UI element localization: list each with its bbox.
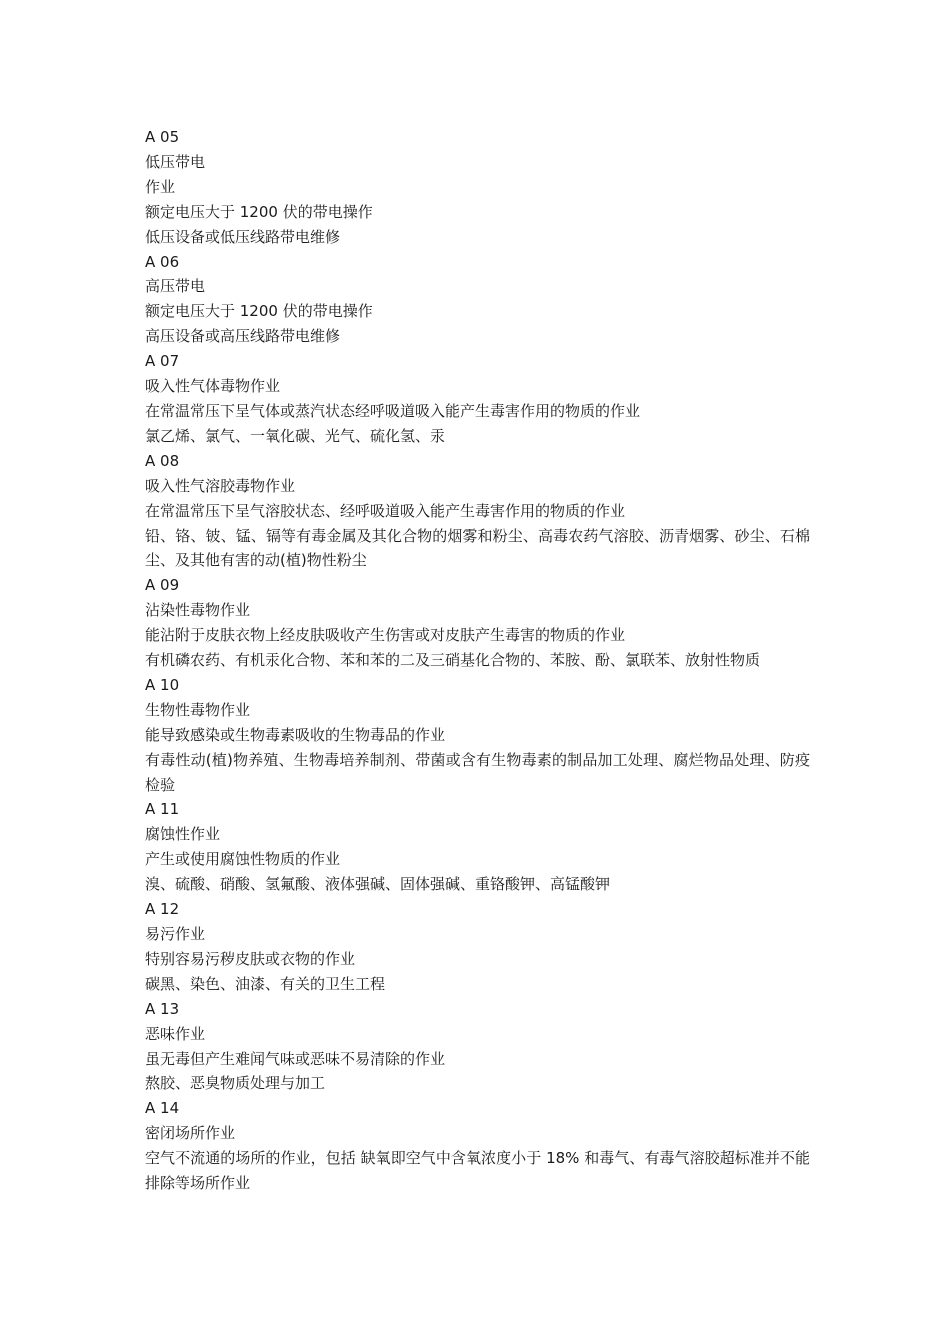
entry-code: A 10	[145, 675, 180, 694]
entry-definition: 虽无毒但产生难闻气味或恶味不易清除的作业	[145, 1049, 446, 1068]
entry-name: 吸入性气体毒物作业	[145, 377, 281, 396]
entry-code: A 06	[145, 252, 180, 271]
entry-code: A 07	[145, 352, 180, 371]
entry-name: 生物性毒物作业	[145, 700, 251, 719]
entry-example: 有毒性动(植)物养殖、生物毒培养制剂、带菌或含有生物毒素的制品加工处理、腐烂物品处理、防疫检验	[145, 750, 810, 794]
entry-example: 高压设备或高压线路带电维修	[145, 327, 341, 346]
entry-example: 溴、硫酸、硝酸、氢氟酸、液体强碱、固体强碱、重铬酸钾、高锰酸钾	[145, 875, 611, 894]
entry-definition: 产生或使用腐蚀性物质的作业	[145, 850, 341, 869]
entry-example: 氯乙烯、氯气、一氧化碳、光气、硫化氢、汞	[145, 426, 446, 445]
entry-code: A 11	[145, 800, 180, 819]
entry-code: A 14	[145, 1099, 180, 1118]
entry-code: A 05	[145, 128, 180, 146]
entry-name-continued: 作业	[145, 177, 176, 196]
entry-example: 铅、铬、铍、锰、镉等有毒金属及其化合物的烟雾和粉尘、高毒农药气溶胶、沥青烟雾、砂尘、石棉尘、及其他有害的动(植)物性粉尘	[145, 526, 810, 570]
entry-name: 腐蚀性作业	[145, 825, 221, 844]
entry-definition: 能沾附于皮肤衣物上经皮肤吸收产生伤害或对皮肤产生毒害的物质的作业	[145, 626, 626, 645]
entry-definition: 空气不流通的场所的作业，包括 缺氧即空气中含氧浓度小于 18% 和毒气、有毒气溶胶超标准并不能排除等场所作业	[145, 1149, 810, 1193]
entry-definition: 额定电压大于 1200 伏的带电操作	[145, 202, 373, 221]
entry-name: 恶味作业	[145, 1024, 206, 1043]
entry-code: A 13	[145, 999, 180, 1018]
entry-definition: 在常温常压下呈气体或蒸汽状态经呼吸道吸入能产生毒害作用的物质的作业	[145, 401, 641, 420]
entry-definition: 额定电压大于 1200 伏的带电操作	[145, 302, 373, 321]
entry-code: A 12	[145, 900, 180, 919]
entry-name: 高压带电	[145, 277, 206, 296]
entry-example: 有机磷农药、有机汞化合物、苯和苯的二及三硝基化合物的、苯胺、酚、氯联苯、放射性物质	[145, 651, 761, 670]
entry-name: 密闭场所作业	[145, 1124, 236, 1143]
entry-name: 易污作业	[145, 925, 206, 943]
entry-name: 低压带电	[145, 152, 206, 171]
entry-name: 沾染性毒物作业	[145, 601, 251, 620]
document-body	[145, 125, 810, 1196]
entry-definition: 特别容易污秽皮肤或衣物的作业	[145, 949, 356, 968]
entry-definition: 在常温常压下呈气溶胶状态、经呼吸道吸入能产生毒害作用的物质的作业	[145, 501, 626, 520]
entry-definition: 能导致感染或生物毒素吸收的生物毒品的作业	[145, 725, 446, 744]
entry-example: 熬胶、恶臭物质处理与加工	[145, 1074, 326, 1093]
entry-example: 低压设备或低压线路带电维修	[145, 227, 341, 246]
entry-code: A 08	[145, 451, 180, 470]
entry-name: 吸入性气溶胶毒物作业	[145, 476, 296, 495]
entry-code: A 09	[145, 576, 180, 595]
entry-example: 碳黑、染色、油漆、有关的卫生工程	[145, 974, 386, 993]
